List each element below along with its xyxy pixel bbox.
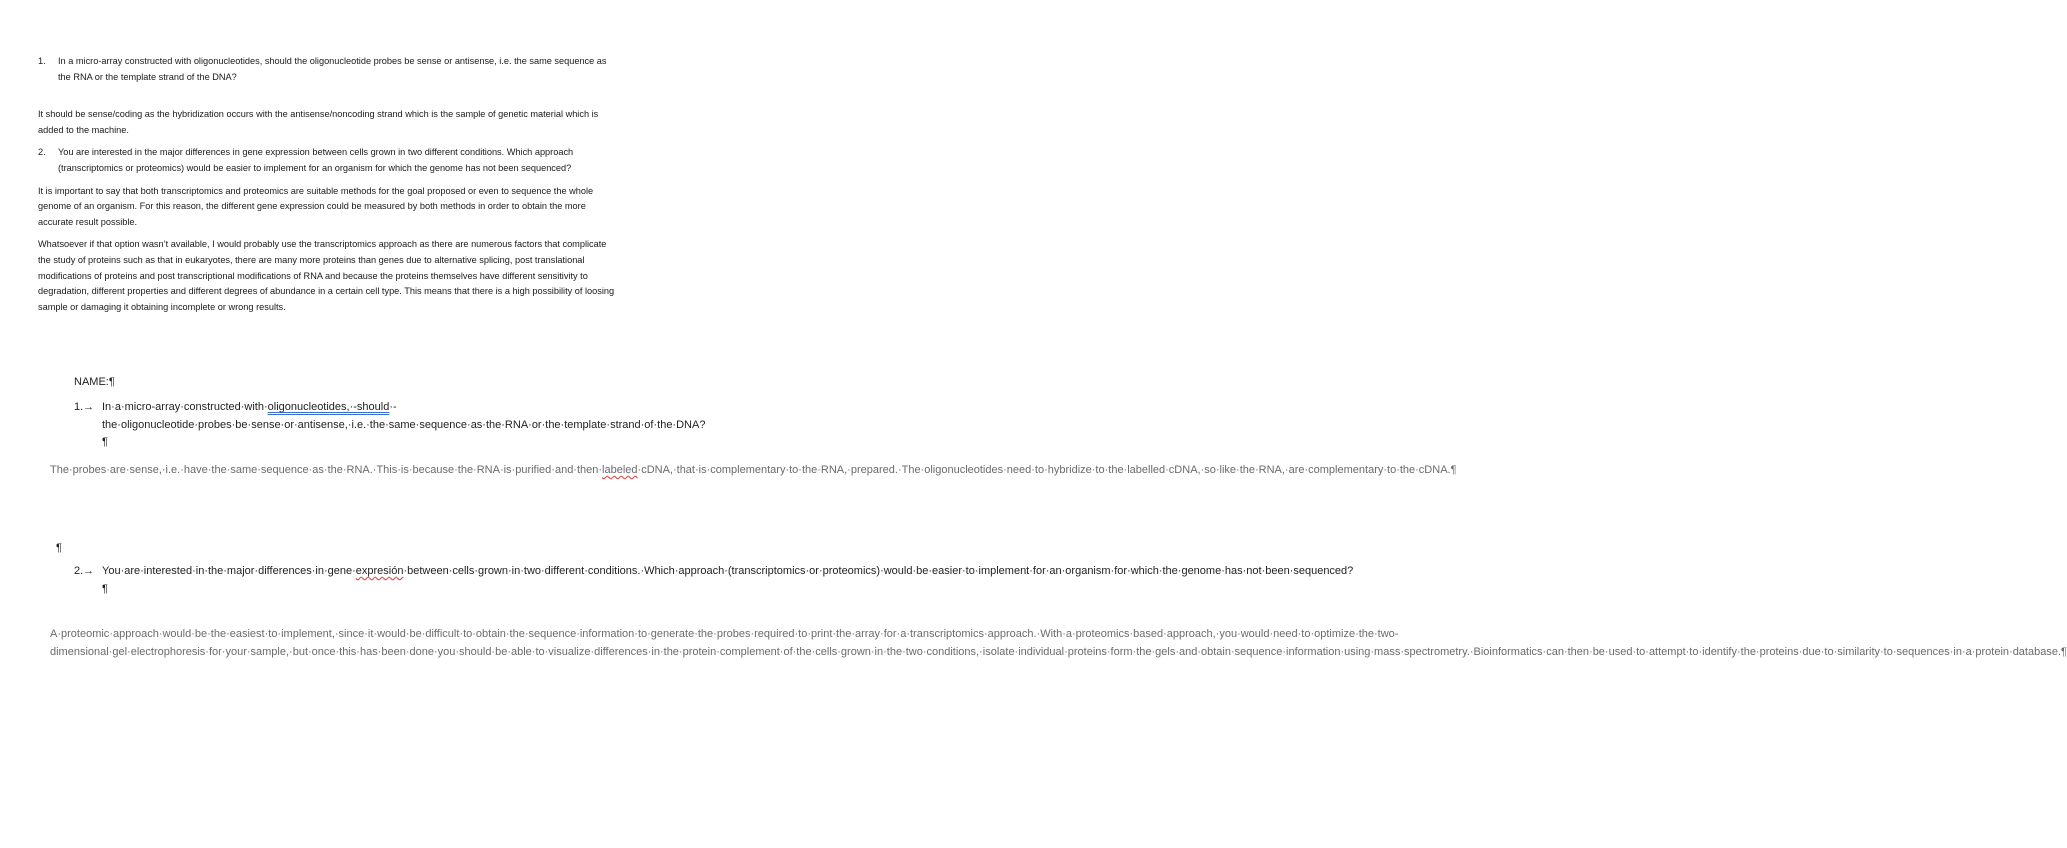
pasted-question-2-number: 2.→ [74,565,95,577]
question-1-text: In a micro-array constructed with oligonucleotides, should the oligonucleotide probes be sense or antisense, i.e. the same sequence as the RNA or the template strand of the DNA? [58,56,607,82]
pasted-answer-1-end: ·cDNA,·that·is·complementary·to·the·RNA,·prepared.·The·oligonucleotides·need·to·hybridize·to·the·labelled·cDNA,·so·like·the·RNA,·are·complementary·to·the·cDNA.¶ [637,464,1457,476]
pasted-answer-1 [50,462,1457,480]
spelling-flag: expresión [355,565,404,577]
answer-document [38,54,618,315]
pasted-question-1-start: In·a·micro-array·constructed·with· [102,401,268,413]
pasted-answer-1-start: The·probes·are·sense,·i.e.·have·the·same·sequence·as·the·RNA.·This·is·because·the·RNA·is·purified·and·then· [50,464,603,476]
answer-2-paragraph-2: Whatsoever if that option wasn’t available, I would probably use the transcriptomics approach as there are numerous factors that complicate the study of proteins such as that in eukaryotes, there are many more proteins than genes due to alternative splicing, post translational modifications of proteins and post transcriptional modifications of RNA and because the proteins themselves have different sensitivity to degradation, different properties and different degrees of abundance in a certain cell type. This means that there is a high possibility of loosing sample or damaging it obtaining incomplete or wrong results. [38,239,615,312]
pasted-question-1-number: 1.→ [74,401,95,413]
answer-1: It should be sense/coding as the hybridization occurs with the antisense/noncoding strand which is the sample of genetic material which is added to the machine. [38,109,599,135]
question-1 [38,54,618,85]
spelling-flag: labeled [602,464,638,476]
question-1-number: 1. [38,56,46,66]
pasted-question-2-end: ·between·cells·grown·in·two·different·conditions.·Which·approach·(transcriptomics·or·proteomics)·would·be·easier·to·implement·for·an·organism·for·which·the·genome·has·not·been·sequenced?¶ [102,565,1354,595]
question-2 [38,145,618,176]
pasted-question-1-end: ·-the·oligonucleotide·probes·be·sense·or·antisense,·i.e.·the·same·sequence·as·the·RNA·or·the·template·strand·of·the·DNA?¶ [102,401,706,449]
pasted-question-2-start: You·are·interested·in·the·major·differences·in·gene· [102,565,356,577]
question-2-text: You are interested in the major differences in gene expression between cells grown in two different conditions. Which approach (transcriptomics or proteomics) would be easier to implement for an organism for which the genome has not been sequenced? [58,147,574,173]
name-label: NAME:¶ [74,376,115,388]
answer-2-paragraph-1: It is important to say that both transcriptomics and proteomics are suitable methods for the goal proposed or even to sequence the whole genome of an organism. For this reason, the different gene expression could be measured by both methods in order to obtain the more accurate result possible. [38,185,594,227]
pasted-answer-2: A·proteomic·approach·would·be·the·easiest·to·implement,·since·it·would·be·difficult·to·obtain·the·sequence·information·to·generate·the·probes·required·to·print·the·array·for·a·transcriptomics·approach.·With·a·proteomics·based·approach,·you·would·need·to·optimize·the·two-dimensional·gel·electrophoresis·for·your·sample,·but·once·this·has·been·done·you·should·be·able·to·visualize·differences·in·the·protein·complement·of·the·cells·grown·in·the·two·conditions,·isolate·individual·proteins·form·the·gels·and·obtain·sequence·information·using·mass·spectrometry.·Bioinformatics·can·then·be·used·to·attempt·to·identify·the·proteins·due·to·similarity·to·sequences·in·a·protein·database.¶ [50,628,2067,658]
pasted-question-2 [74,563,1354,598]
paragraph-mark: ¶ [56,542,62,554]
grammar-flag: oligonucleotides,·-should [267,401,390,413]
pasted-question-1 [74,399,706,452]
question-2-number: 2. [38,147,46,158]
